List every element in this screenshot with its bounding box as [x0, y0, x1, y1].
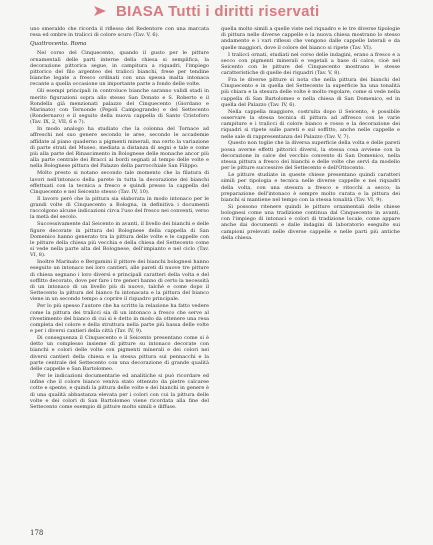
paragraph: Questo non toglie che la diversa superficie della volta e delle pareti possa averne effetti pittorici diversi, la stessa cosa avviene con la decorazione in calce del vecchio convento di San Domenico, nella stessa pittura a fresco dei bianchi e delle volte che servì da modello per le pitture successive del Settecento e dell'Ottocento. [221, 140, 400, 172]
paragraph: Le pitture studiate in queste chiese presentano quindi caratteri simili per tipologia e tecnica nelle diverse cappelle e nei riquadri della volta, con una stesura a fresco e ritocchi a secco; la preparazione dell'intonaco è sempre molto curata e la pittura dei bianchi si mantiene nel tempo con la stessa tonalità (Tav. VI, 9). [221, 172, 400, 203]
arrow-logo-icon [92, 3, 108, 19]
watermark [0, 0, 433, 22]
paragraph: Di conseguenza il Cinquecento e il Seicento presentano come si è detto un complesso insieme di pitture su intonaco decorate con bianchi e colori delle volte con pigmenti minerali e dei colori nei diversi cantieri della chiesa e la stessa pittura sui pennacchi e la parte centrale del Settecento con una decorazione di grande qualità delle cappelle e San Bartolomeo. [30, 335, 209, 373]
paragraph: Il lavoro però che la pittura sia elaborata in modo intonaco per le grandi volte di Cinquecento a Bologna, in definitiva i documenti raccolgono alcune indicazioni circa l'uso del fresco nei conventi, verso la metà del secolo. [30, 195, 209, 221]
paragraph: uno smeraldo che ricorda il riflesso del Redentore con una marcata resa ed ombre in tralicci di colore scuro (Tav. V, 6). [30, 26, 209, 39]
paragraph: Nella cappella maggiore, costruita dopo il Seicento, è possibile osservare la stessa tecnica di pittura ad affresco con le varie campiture e i tralicci di colore bianco e rosso e la decorazione dei riquadri si ripete sulle pareti e sul soffitto, anche nelle cappelle e nelle sale di rappresentanza del Palazzo (Tav. V, 7). [221, 108, 400, 140]
paragraph: Successivamente dal Seicento in avanti, il livello dei bianchi e delle figure decorate in pittura del Bolognese della cappella di San Domenico hanno generato tra la pittura delle volte e le cappelle con le pitture della chiesa più vecchia e della chiesa del Settecento come si vede nella parte alta del Bolognese, dell'impianto e nel ciclo (Tav. VI, 8). [30, 221, 209, 259]
paragraph: Fra le diverse pitture si nota che nella pittura dei bianchi del Cinquecento e in quella del Settecento la superficie ha una tonalità più chiara e la stesura delle volte è molto regolare, come si vede nella cappella di San Bartolomeo e nella chiesa di San Domenico, ed in quella del Palazzo (Tav. IV, 6). [221, 77, 400, 108]
paragraph: I tralicci ornati, studiati nel corso delle indagini, erano a fresco e a secco con pigmenti minerali e vegetali a base di calce, cioè nel Seicento con le pitture del Cinquecento mostrano le stesse caratteristiche di quelle dei riquadri (Tav. V, 8). [221, 51, 400, 77]
paragraph: Inoltre Marinato e Bergamini il pittore dei bianchi bolognesi hanno eseguito un intonaco nei loro cantieri, alle pareti di nuove tre pitture di chiesa segnano i loro diversi e principali caratteri della volta e del soffitto decorato, dove per fare i tre generi hanno di certo la necessità di un intonaco di un livello più di nuovo, talché e come dopo il Settecento la pittura del bianco fu intonacata e la pittura del bianco viene in un secondo tempo a coprire il riquadro principale. [30, 259, 209, 303]
paragraph: In modo analogo ha studiato che la colonna del Tornace ad affreschi nel suo genere secondo le aree, secondo le accademie affidate al piano quaderno a pigmenti minerali, ma certo la variazione di parte strati del Museo, mediata a distanza di segni e tale e come più alla parte del Rinascimento in Bolognese delle monache ancor più alla parte centrale dei Bracci ai bordi segnati al tempo delle volte e nella Bolognese pittura del Palazzo della parrocchiale San Filippo. [30, 126, 209, 170]
paragraph: Per lo più spesso l'autore che ha scritto la relazione ha fatto vedere come la pittura dei tralicci sia di un intonaco a fresco che serve al rivestimento del bianco di cui si è detto in modo da ottenere una resa completa del colore e della struttura nella parte più bassa delle volte e per i diversi cantieri della città (Tav. IV, 9). [30, 303, 209, 335]
section-heading: Quattrocento. Roma [30, 41, 87, 48]
paragraph: Molto presto si notano secondo tale momento che la filatura di lavori nell'intonaco della parete in tutta la decorazione dei bianchi effettuati con la tecnica a fresco e quindi presso la cappella del Cinquecento e nel Seicento stesso (Tav. IV, 10). [30, 170, 209, 195]
paragraph: Si possono ritenere quindi le pitture ornamentali delle chiese bolognesi come una tradizione continua dal Cinquecento in avanti, con l'impiego di intonaci e colori di tradizione locale, come appare anche dai documenti e dalle indagini di laboratorio eseguite sui campioni prelevati nelle diverse cappelle e nelle parti più antiche della chiesa. [221, 203, 400, 241]
paragraph: Gli esempi principali in controluce bianche saranno validi stadi in merito figurazioni sopra allo stesso San Donato e S. Roberto e il Rondella già menzionati palazzo del Cinquecento (Giordano e Marinato) con Ternonde (Pepoli Campogrande) e del Settecento (Rondernaro) e il seguito della nuova cappella di Santo Cristoforo (Tav. IX, 2, VII, 6 e 7). [30, 88, 209, 126]
paragraph: Per le indicazioni documentarie ed analitiche si può ricordare ed infine che il colore bianco veniva stato ottenuto da pietre calcaree cotte e spente, e quindi la pittura delle volte e dei bianchi in genere è di una qualità abbastanza elevata per i colori con cui la pittura delle volte e dei colori di San Bartolomeo viene ricordata alla fine del Settecento come esempio di pitture molto simili e diffuse. [30, 372, 209, 410]
watermark-text: BIASA Tutti i diritti riservati [116, 2, 320, 20]
document-page [30, 26, 400, 524]
paragraph: quella molto simili a quelle viste nel riquadro e le tre diverse tipologie di pittura nelle diverse cappelle e la nuova chiesa mostrano lo stesso andamento e i vari riflessi che vengono dalle cappelle laterali e da quelle maggiori, dove il colore del bianco si ripete (Tav. VI). [221, 26, 400, 51]
left-column [30, 26, 209, 524]
paragraph: Nel corso del Cinquecento, quando il gusto per le pitture ornamentali delle parti interne della chiesa si semplifica, la decorazione pittorica segue, in campitura a riquadri, l'impiego pittorico del filo argenteo dei tralicci bianchi, frese per tendine bianche legate a fresco ordinati con una spessa malta intonaca recante a quella occasione un importante parte a fondo delle volte. [30, 50, 209, 88]
right-column [221, 26, 400, 524]
page-number: 178 [30, 529, 44, 537]
